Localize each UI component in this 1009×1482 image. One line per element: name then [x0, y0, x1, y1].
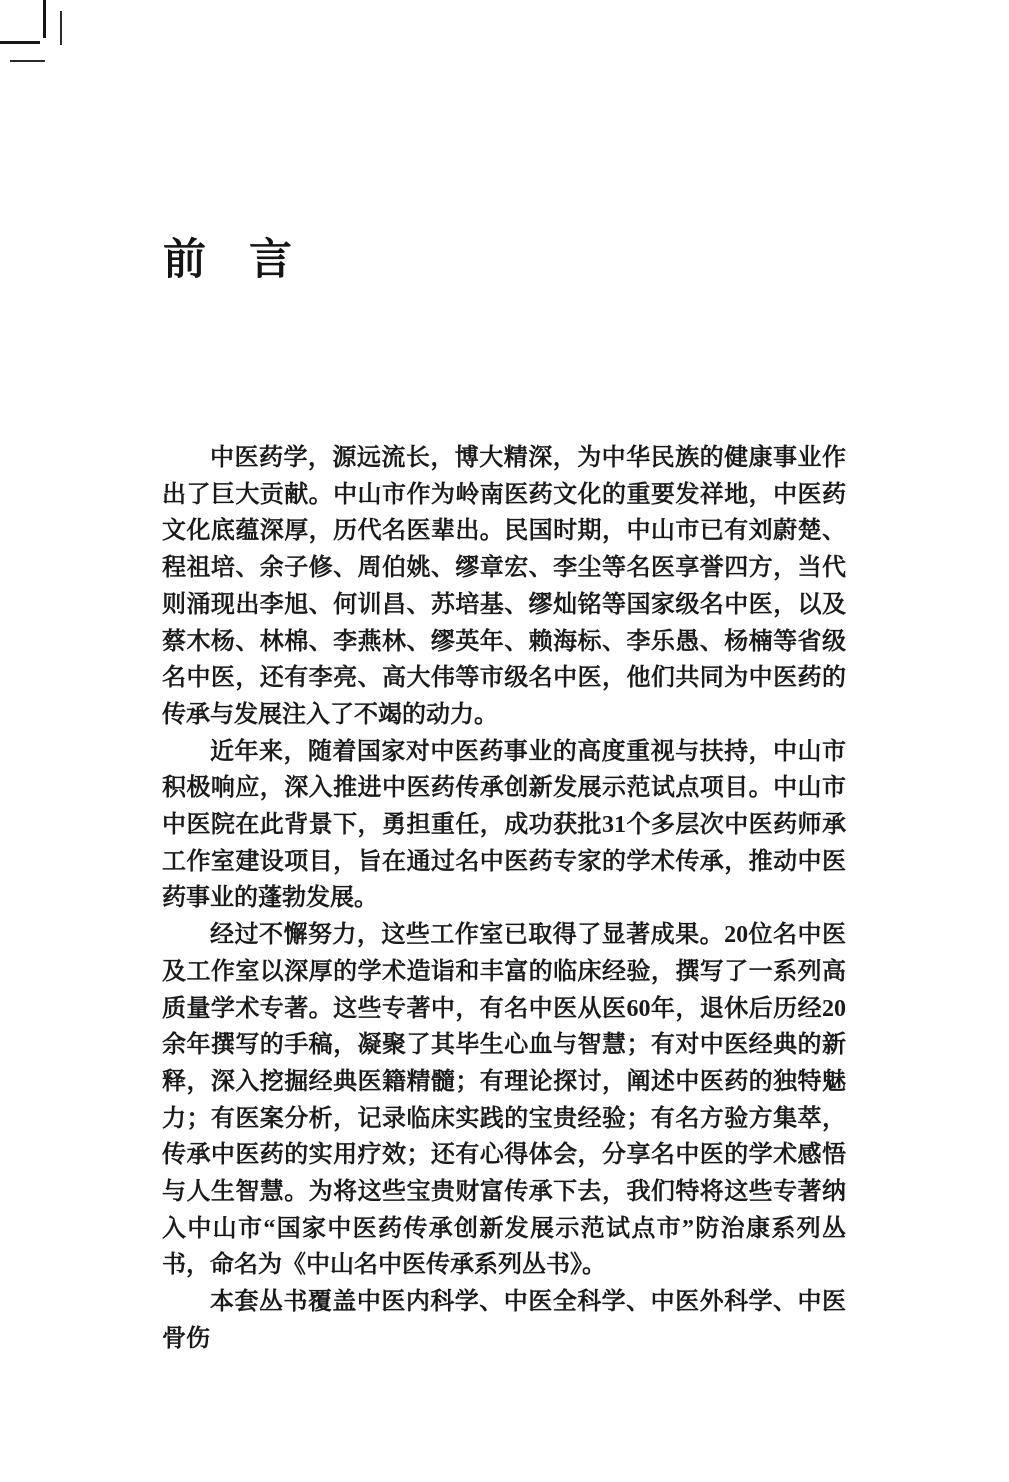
- crop-mark-line: [0, 41, 40, 44]
- paragraph: 中医药学，源远流长，博大精深，为中华民族的健康事业作出了巨大贡献。中山市作为岭南医药文化的重要发祥地，中医药文化底蕴深厚，历代名医辈出。民国时期，中山市已有刘蔚楚、程祖培、余子修、周伯姚、缪章宏、李尘等名医享誉四方，当代则涌现出李旭、何训昌、苏培基、缪灿铭等国家级名中医，以及蔡木杨、林棉、李燕林、缪英年、赖海标、李乐愚、杨楠等省级名中医，还有李亮、高大伟等市级名中医，他们共同为中医药的传承与发展注入了不竭的动力。: [162, 445, 846, 728]
- paragraph: 经过不懈努力，这些工作室已取得了显著成果。20位名中医及工作室以深厚的学术造诣和丰富的临床经验，撰写了一系列高质量学术专著。这些专著中，有名中医从医60年，退休后历经20余年撰写的手稿，凝聚了其毕生心血与智慧；有对中医经典的新释，深入挖掘经典医籍精髓；有理论探讨，阐述中医药的独特魅力；有医案分析，记录临床实践的宝贵经验；有名方验方集萃，传承中医药的实用疗效；还有心得体会，分享名中医的学术感悟与人生智慧。为将这些宝贵财富传承下去，我们特将这些专著纳入中山市“国家中医药传承创新发展示范试点市”防治康系列丛书，命名为《中山名中医传承系列丛书》。: [162, 922, 846, 1279]
- paragraph: 本套丛书覆盖中医内科学、中医全科学、中医外科学、中医骨伤: [162, 1289, 846, 1352]
- crop-mark-line: [43, 0, 46, 38]
- crop-mark-line: [60, 11, 62, 45]
- page-title: 前 言: [163, 236, 292, 284]
- preface-body: [162, 440, 846, 1358]
- crop-mark-line: [10, 60, 45, 62]
- paragraph: 近年来，随着国家对中医药事业的高度重视与扶持，中山市积极响应，深入推进中医药传承创新发展示范试点项目。中山市中医院在此背景下，勇担重任，成功获批31个多层次中医药师承工作室建设项目，旨在通过名中医药专家的学术传承，推动中医药事业的蓬勃发展。: [162, 738, 846, 912]
